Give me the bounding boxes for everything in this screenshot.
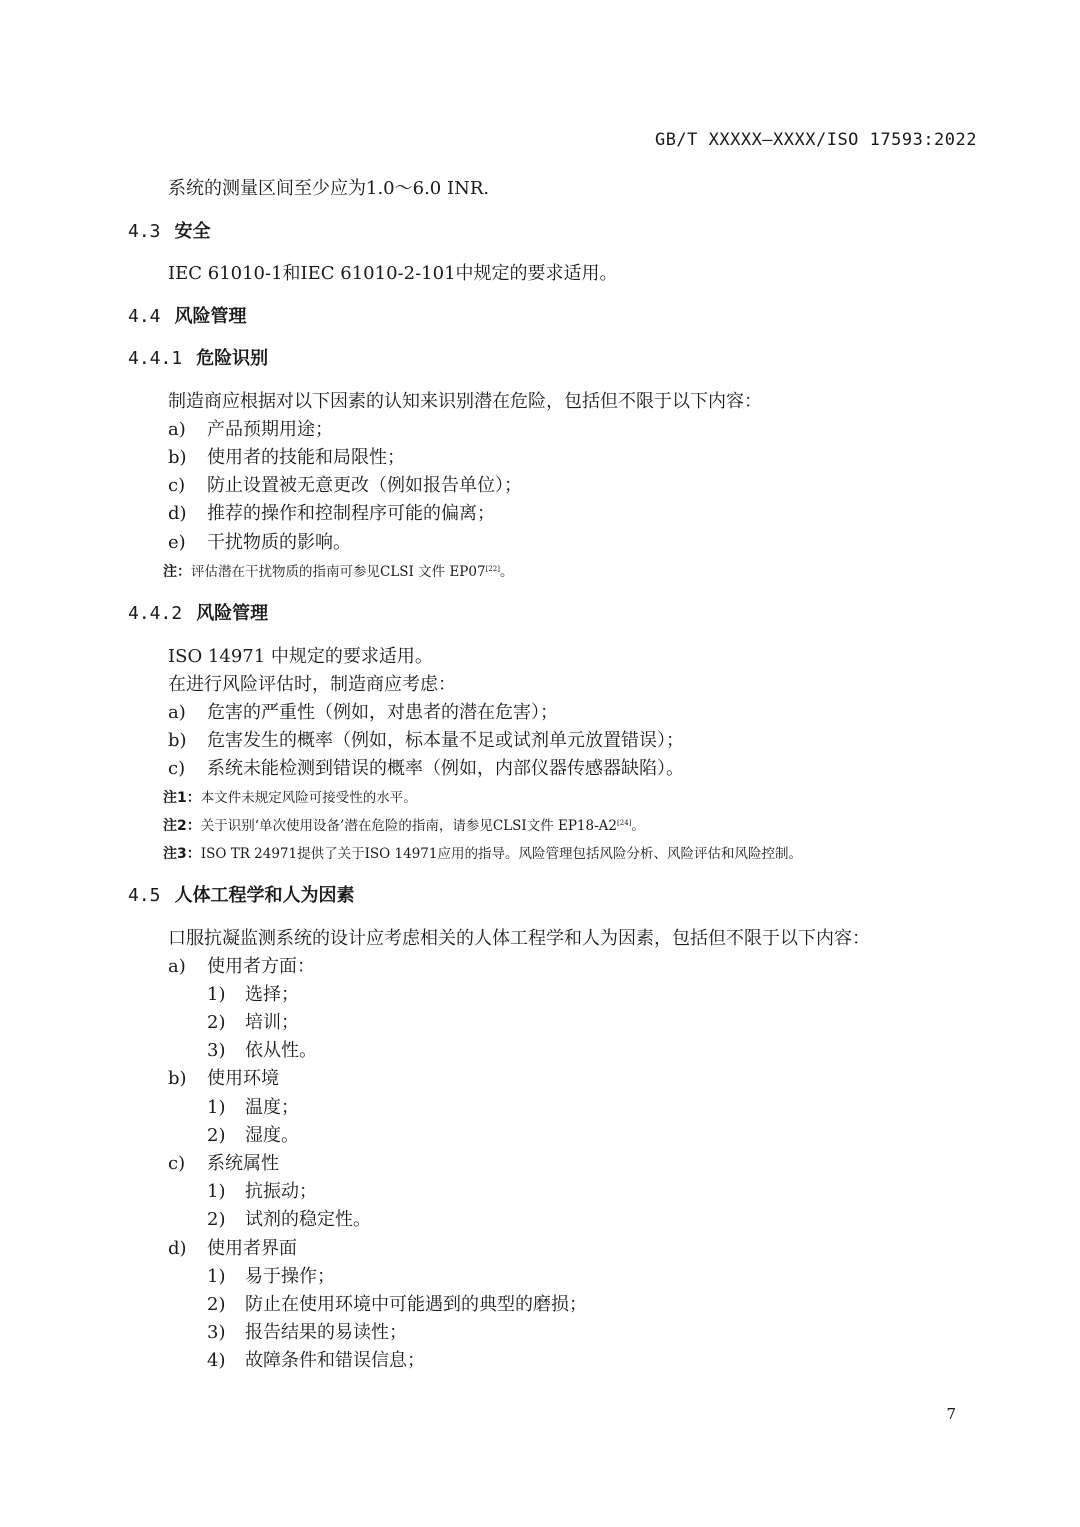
list-text: 系统属性 xyxy=(207,1153,279,1174)
list-marker: e) xyxy=(168,532,186,553)
list-marker: 1) xyxy=(207,1097,226,1118)
list-marker: 4) xyxy=(207,1350,226,1371)
list-text: 系统未能检测到错误的概率（例如，内部仪器传感器缺陷）。 xyxy=(207,758,684,779)
note xyxy=(163,817,645,835)
list-marker: 2) xyxy=(207,1125,226,1146)
note-text: 本文件未规定风险可接受性的水平。 xyxy=(200,790,417,806)
sub-list-item xyxy=(207,1041,317,1061)
section-4-4-2-heading xyxy=(128,604,268,624)
list-item xyxy=(168,957,315,977)
list-text: 防止在使用环境中可能遇到的典型的磨损； xyxy=(245,1294,587,1315)
list-item xyxy=(168,1239,297,1259)
list-text: 推荐的操作和控制程序可能的偏离； xyxy=(207,503,495,524)
section-title: 风险管理 xyxy=(174,306,247,327)
list-marker: b) xyxy=(168,1068,187,1089)
paragraph-hazard-intro: 制造商应根据对以下因素的认知来识别潜在危险，包括但不限于以下内容： xyxy=(168,391,762,412)
list-marker: b) xyxy=(168,730,187,751)
citation-ref: [22] xyxy=(485,565,500,573)
section-number: 4.4 xyxy=(128,306,161,327)
paragraph-iso14971: ISO 14971 中规定的要求适用。 xyxy=(168,646,433,667)
list-item xyxy=(168,504,495,524)
list-marker: c) xyxy=(168,1153,186,1174)
note-label: 注2： xyxy=(163,818,201,834)
citation-ref: [24] xyxy=(617,819,632,827)
list-text: 使用者方面： xyxy=(207,956,315,977)
list-marker: d) xyxy=(168,1238,187,1259)
section-title: 风险管理 xyxy=(196,603,269,624)
note-text: ISO TR 24971提供了关于ISO 14971应用的指导。风险管理包括风险分析、风险评估和风险控制。 xyxy=(200,846,802,862)
list-marker: b) xyxy=(168,447,187,468)
sub-list-item xyxy=(207,1267,335,1287)
list-marker: 1) xyxy=(207,1181,226,1202)
section-4-3-heading xyxy=(128,222,211,242)
note-end: 。 xyxy=(631,818,645,834)
sub-list-item xyxy=(207,1013,299,1033)
list-marker: c) xyxy=(168,758,186,779)
list-text: 使用环境 xyxy=(207,1068,279,1089)
section-number: 4.5 xyxy=(128,885,161,906)
list-marker: 3) xyxy=(207,1040,226,1061)
list-item xyxy=(168,1154,279,1174)
list-text: 危害发生的概率（例如，标本量不足或试剂单元放置错误）； xyxy=(207,730,684,751)
section-title: 危险识别 xyxy=(196,348,269,369)
note-label: 注3： xyxy=(163,846,201,862)
note-label: 注： xyxy=(163,564,191,580)
sub-list-item xyxy=(207,985,299,1005)
list-text: 培训； xyxy=(245,1012,299,1033)
sub-list-item xyxy=(207,1323,407,1343)
note-end: 。 xyxy=(499,564,514,580)
list-item xyxy=(168,476,522,496)
page-header: GB/T XXXXX—XXXX/ISO 17593:2022 xyxy=(654,130,977,150)
note xyxy=(163,845,802,863)
list-marker: 1) xyxy=(207,1266,226,1287)
section-4-4-heading xyxy=(128,307,247,327)
list-marker: c) xyxy=(168,475,186,496)
list-text: 依从性。 xyxy=(245,1040,317,1061)
paragraph-iec: IEC 61010-1和IEC 61010-2-101中规定的要求适用。 xyxy=(168,263,618,284)
list-text: 干扰物质的影响。 xyxy=(207,532,351,553)
note xyxy=(163,563,513,581)
list-marker: a) xyxy=(168,702,186,723)
note-text: 评估潜在干扰物质的指南可参见CLSI 文件 EP07 xyxy=(191,564,486,580)
list-text: 湿度。 xyxy=(245,1125,299,1146)
note-text: 关于识别‘单次使用设备’潜在危险的指南，请参见CLSI文件 EP18-A2 xyxy=(200,818,618,834)
page-number: 7 xyxy=(946,1405,956,1423)
list-text: 使用者的技能和局限性； xyxy=(207,447,405,468)
list-text: 易于操作； xyxy=(245,1266,335,1287)
list-text: 报告结果的易读性； xyxy=(245,1322,407,1343)
sub-list-item xyxy=(207,1351,425,1371)
list-marker: 2) xyxy=(207,1294,226,1315)
note-label: 注1： xyxy=(163,790,201,806)
list-text: 危害的严重性（例如，对患者的潜在危害）； xyxy=(207,702,558,723)
section-number: 4.3 xyxy=(128,221,161,242)
sub-list-item xyxy=(207,1098,299,1118)
list-item xyxy=(168,759,684,779)
list-item xyxy=(168,533,351,553)
list-marker: 1) xyxy=(207,984,226,1005)
list-text: 故障条件和错误信息； xyxy=(245,1350,425,1371)
sub-list-item xyxy=(207,1295,587,1315)
section-4-4-1-heading xyxy=(128,349,268,369)
list-item xyxy=(168,731,684,751)
list-text: 温度； xyxy=(245,1097,299,1118)
list-text: 防止设置被无意更改（例如报告单位）； xyxy=(207,475,522,496)
list-text: 抗振动； xyxy=(245,1181,317,1202)
list-marker: 3) xyxy=(207,1322,226,1343)
list-item xyxy=(168,1069,279,1089)
list-item xyxy=(168,420,333,440)
sub-list-item xyxy=(207,1210,371,1230)
list-item xyxy=(168,703,558,723)
section-4-5-heading xyxy=(128,886,355,906)
section-number: 4.4.1 xyxy=(128,348,183,369)
paragraph-range: 系统的测量区间至少应为1.0～6.0 INR. xyxy=(168,178,490,199)
section-title: 安全 xyxy=(174,221,211,242)
list-text: 使用者界面 xyxy=(207,1238,297,1259)
list-marker: a) xyxy=(168,956,186,977)
list-marker: 2) xyxy=(207,1012,226,1033)
list-text: 试剂的稳定性。 xyxy=(245,1209,371,1230)
list-text: 选择； xyxy=(245,984,299,1005)
sub-list-item xyxy=(207,1182,317,1202)
list-marker: a) xyxy=(168,419,186,440)
section-number: 4.4.2 xyxy=(128,603,183,624)
note xyxy=(163,789,417,807)
paragraph-risk-intro: 在进行风险评估时，制造商应考虑： xyxy=(168,674,456,695)
list-item xyxy=(168,448,405,468)
section-title: 人体工程学和人为因素 xyxy=(174,885,355,906)
list-text: 产品预期用途； xyxy=(207,419,333,440)
sub-list-item xyxy=(207,1126,299,1146)
paragraph-ergo-intro: 口服抗凝监测系统的设计应考虑相关的人体工程学和人为因素，包括但不限于以下内容： xyxy=(168,928,870,949)
list-marker: 2) xyxy=(207,1209,226,1230)
list-marker: d) xyxy=(168,503,187,524)
